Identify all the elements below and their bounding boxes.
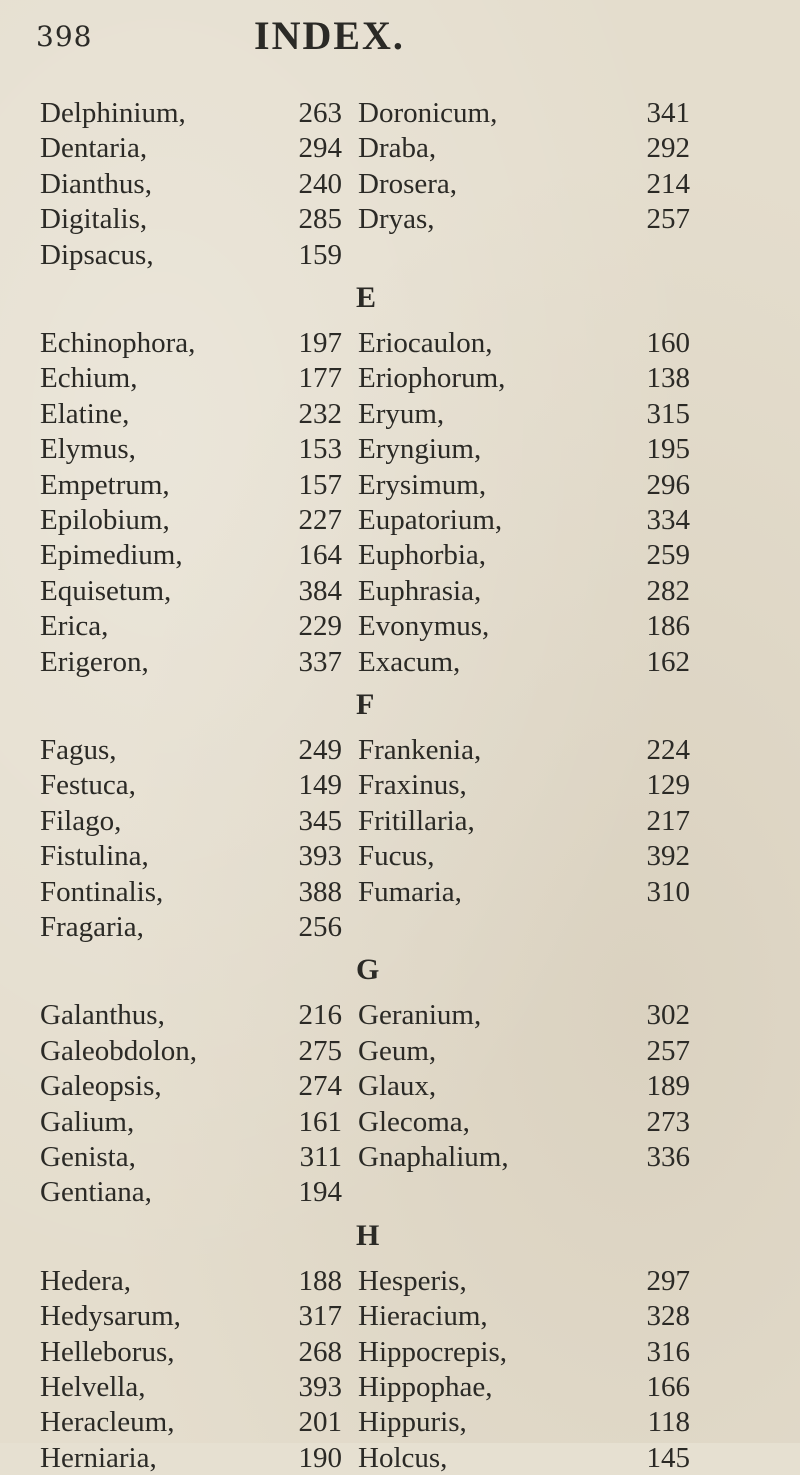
index-term: Dipsacus, bbox=[40, 238, 154, 271]
page-ref: 259 bbox=[646, 539, 690, 572]
index-term: Doronicum, bbox=[358, 97, 498, 129]
page-ref: 292 bbox=[646, 132, 690, 165]
page-ref: 189 bbox=[646, 1070, 690, 1103]
page-ref: 328 bbox=[646, 1300, 690, 1333]
section-letter: F bbox=[356, 688, 375, 721]
index-term: Frankenia, bbox=[358, 734, 482, 766]
page-ref: 268 bbox=[298, 1335, 342, 1368]
page-ref: 216 bbox=[298, 999, 342, 1032]
page-ref: 227 bbox=[298, 504, 342, 536]
page-ref: 129 bbox=[646, 769, 690, 802]
index-row bbox=[0, 1034, 800, 1068]
index-term: Erica, bbox=[40, 610, 109, 643]
index-term: Eriocaulon, bbox=[358, 327, 493, 359]
page-ref: 285 bbox=[298, 203, 342, 236]
index-term: Hesperis, bbox=[358, 1264, 467, 1297]
index-term: Draba, bbox=[358, 132, 437, 165]
section-letter: H bbox=[356, 1218, 380, 1252]
index-term: Eryngium, bbox=[358, 433, 482, 466]
index-term: Delphinium, bbox=[40, 97, 186, 129]
index-row bbox=[0, 1069, 800, 1103]
index-term: Eupatorium, bbox=[358, 504, 503, 536]
index-row bbox=[0, 131, 800, 165]
index-row bbox=[0, 238, 800, 272]
index-term: Equisetum, bbox=[40, 574, 172, 607]
page-ref: 294 bbox=[298, 132, 342, 165]
index-row bbox=[0, 1441, 800, 1475]
index-term: Glaux, bbox=[358, 1070, 437, 1103]
index-term: Exacum, bbox=[358, 645, 461, 678]
page-ref: 145 bbox=[646, 1441, 690, 1474]
page-ref: 118 bbox=[647, 1406, 690, 1439]
page-ref: 311 bbox=[299, 1141, 342, 1173]
index-term: Elatine, bbox=[40, 397, 130, 430]
page-ref: 157 bbox=[298, 468, 342, 501]
index-row bbox=[0, 326, 800, 360]
page-ref: 160 bbox=[646, 327, 690, 359]
index-row bbox=[0, 998, 800, 1032]
page-ref: 166 bbox=[646, 1371, 690, 1403]
page-ref: 257 bbox=[646, 203, 690, 236]
index-row bbox=[0, 733, 800, 767]
running-title: INDEX. bbox=[254, 13, 405, 58]
page-ref: 317 bbox=[298, 1300, 342, 1333]
page-number: 398 bbox=[36, 20, 93, 53]
page-ref: 249 bbox=[298, 734, 342, 766]
page-ref: 345 bbox=[298, 804, 342, 837]
index-row bbox=[0, 574, 800, 608]
index-term: Herniaria, bbox=[40, 1441, 157, 1474]
index-term: Geranium, bbox=[358, 999, 482, 1032]
index-term: Heracleum, bbox=[40, 1406, 175, 1439]
page-ref: 393 bbox=[298, 840, 342, 873]
index-row bbox=[0, 910, 800, 944]
index-term: Holcus, bbox=[358, 1441, 448, 1474]
page-ref: 177 bbox=[298, 362, 342, 395]
index-row bbox=[0, 1140, 800, 1174]
index-term: Dentaria, bbox=[40, 132, 148, 165]
page-ref: 190 bbox=[298, 1441, 342, 1474]
page-ref: 186 bbox=[646, 610, 690, 643]
index-term: Galeobdolon, bbox=[40, 1034, 198, 1067]
page-ref: 393 bbox=[298, 1371, 342, 1403]
index-term: Galium, bbox=[40, 1105, 135, 1138]
index-row bbox=[0, 96, 800, 130]
index-term: Dianthus, bbox=[40, 167, 152, 200]
page-ref: 336 bbox=[646, 1141, 690, 1173]
page-ref: 214 bbox=[646, 167, 690, 200]
index-row bbox=[0, 1299, 800, 1333]
index-term: Geum, bbox=[358, 1034, 437, 1067]
index-row bbox=[0, 1264, 800, 1298]
index-term: Festuca, bbox=[40, 769, 136, 802]
page-ref: 188 bbox=[298, 1264, 342, 1297]
page-ref: 138 bbox=[646, 362, 690, 395]
index-row bbox=[0, 1175, 800, 1209]
page-ref: 232 bbox=[298, 397, 342, 430]
index-row bbox=[0, 432, 800, 466]
index-term: Fragaria, bbox=[40, 911, 144, 943]
page-ref: 388 bbox=[298, 875, 342, 908]
index-term: Elymus, bbox=[40, 433, 136, 466]
page-ref: 229 bbox=[298, 610, 342, 643]
index-term: Eriophorum, bbox=[358, 362, 506, 395]
page-ref: 159 bbox=[298, 238, 342, 271]
index-term: Hedera, bbox=[40, 1264, 131, 1297]
section-letter: G bbox=[356, 953, 380, 987]
index-row bbox=[0, 468, 800, 502]
index-term: Fistulina, bbox=[40, 840, 149, 873]
index-term: Genista, bbox=[40, 1141, 136, 1173]
index-row bbox=[0, 875, 800, 909]
index-term: Empetrum, bbox=[40, 468, 170, 501]
index-row bbox=[0, 503, 800, 537]
page-ref: 257 bbox=[646, 1034, 690, 1067]
index-term: Hippophae, bbox=[358, 1371, 493, 1403]
index-term: Helleborus, bbox=[40, 1335, 175, 1368]
index-row bbox=[0, 768, 800, 802]
index-term: Glecoma, bbox=[358, 1105, 470, 1138]
index-term: Hieracium, bbox=[358, 1300, 488, 1333]
page-ref: 296 bbox=[646, 468, 690, 501]
index-term: Hippuris, bbox=[358, 1406, 467, 1439]
page-ref: 240 bbox=[298, 167, 342, 200]
index-term: Epilobium, bbox=[40, 504, 170, 536]
index-term: Euphorbia, bbox=[358, 539, 487, 572]
page-ref: 256 bbox=[298, 911, 342, 943]
index-row bbox=[0, 1405, 800, 1439]
index-term: Epimedium, bbox=[40, 539, 183, 572]
page-ref: 162 bbox=[646, 645, 690, 678]
index-term: Erysimum, bbox=[358, 468, 487, 501]
index-term: Fucus, bbox=[358, 840, 435, 873]
section-letter: E bbox=[356, 281, 377, 314]
page-ref: 164 bbox=[298, 539, 342, 572]
page-ref: 149 bbox=[298, 769, 342, 802]
page-ref: 310 bbox=[646, 875, 690, 908]
index-term: Fagus, bbox=[40, 734, 117, 766]
index-term: Filago, bbox=[40, 804, 122, 837]
index-row bbox=[0, 804, 800, 838]
index-term: Fumaria, bbox=[358, 875, 462, 908]
index-term: Erigeron, bbox=[40, 645, 149, 678]
index-term: Hippocrepis, bbox=[358, 1335, 507, 1368]
index-term: Fraxinus, bbox=[358, 769, 467, 802]
index-term: Dryas, bbox=[358, 203, 435, 236]
index-row bbox=[0, 167, 800, 201]
page-ref: 153 bbox=[298, 433, 342, 466]
index-term: Helvella, bbox=[40, 1371, 146, 1403]
index-row bbox=[0, 839, 800, 873]
page-ref: 384 bbox=[298, 574, 342, 607]
page-ref: 263 bbox=[298, 97, 342, 129]
index-row bbox=[0, 397, 800, 431]
page-ref: 161 bbox=[298, 1105, 342, 1138]
page-ref: 224 bbox=[646, 734, 690, 766]
index-row bbox=[0, 1105, 800, 1139]
page-ref: 275 bbox=[298, 1034, 342, 1067]
page-ref: 273 bbox=[646, 1105, 690, 1138]
index-term: Echinophora, bbox=[40, 327, 196, 359]
index-term: Fontinalis, bbox=[40, 875, 164, 908]
page-ref: 341 bbox=[646, 97, 690, 129]
page-header bbox=[0, 12, 800, 82]
index-row bbox=[0, 538, 800, 572]
index-term: Fritillaria, bbox=[358, 804, 475, 837]
index-term: Hedysarum, bbox=[40, 1300, 181, 1333]
index-row bbox=[0, 361, 800, 395]
page-ref: 201 bbox=[298, 1406, 342, 1439]
page-ref: 316 bbox=[646, 1335, 690, 1368]
page-ref: 337 bbox=[298, 645, 342, 678]
index-term: Digitalis, bbox=[40, 203, 148, 236]
index-row bbox=[0, 609, 800, 643]
page-ref: 195 bbox=[646, 433, 690, 466]
page-ref: 297 bbox=[646, 1264, 690, 1297]
page-ref: 302 bbox=[646, 999, 690, 1032]
index-term: Gentiana, bbox=[40, 1176, 152, 1209]
page-ref: 274 bbox=[298, 1070, 342, 1103]
index-term: Euphrasia, bbox=[358, 574, 482, 607]
index-term: Echium, bbox=[40, 362, 138, 395]
page-ref: 282 bbox=[646, 574, 690, 607]
index-row bbox=[0, 645, 800, 679]
page-ref: 334 bbox=[646, 504, 690, 536]
index-term: Gnaphalium, bbox=[358, 1141, 509, 1173]
page-ref: 194 bbox=[298, 1176, 342, 1209]
page-ref: 315 bbox=[646, 397, 690, 430]
index-term: Evonymus, bbox=[358, 610, 490, 643]
index-term: Galeopsis, bbox=[40, 1070, 162, 1103]
index-term: Eryum, bbox=[358, 397, 445, 430]
page-ref: 197 bbox=[298, 327, 342, 359]
index-term: Galanthus, bbox=[40, 999, 165, 1032]
page-ref: 217 bbox=[646, 804, 690, 837]
page-ref: 392 bbox=[646, 840, 690, 873]
index-row bbox=[0, 1370, 800, 1404]
index-row bbox=[0, 202, 800, 236]
index-term: Drosera, bbox=[358, 167, 458, 200]
index-row bbox=[0, 1335, 800, 1369]
